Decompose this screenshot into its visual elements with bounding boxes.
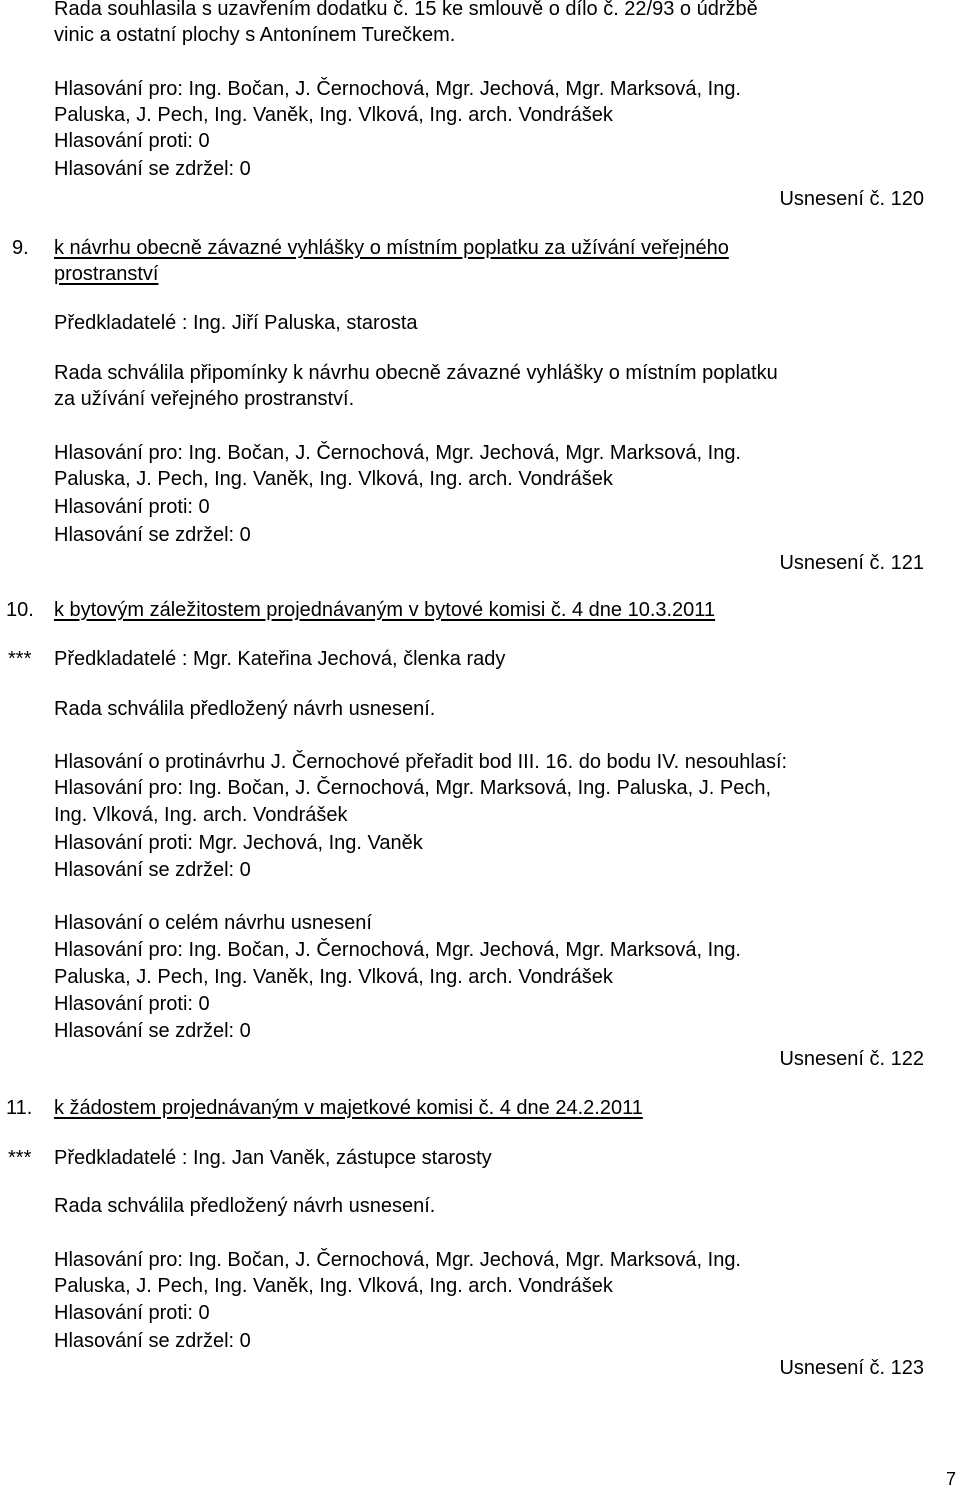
item-title-line-2: prostranství	[54, 263, 159, 285]
item-number: 9.	[12, 237, 29, 259]
counter-vote-proti: Hlasování proti: Mgr. Jechová, Ing. Vaněk	[54, 832, 423, 854]
vote-zdrzel: Hlasování se zdržel: 0	[54, 1020, 251, 1042]
vote-pro-line-2: Paluska, J. Pech, Ing. Vaněk, Ing. Vlková, Ing. arch. Vondrášek	[54, 468, 613, 490]
intro-line-2: vinic a ostatní plochy s Antonínem Turečkem.	[54, 24, 456, 46]
vote-proti: Hlasování proti: 0	[54, 496, 210, 518]
item-presenter: Předkladatelé : Ing. Jiří Paluska, starosta	[54, 312, 418, 334]
item-stars: ***	[8, 648, 32, 670]
item-number: 10.	[6, 599, 34, 621]
counter-vote-pro-line-1: Hlasování pro: Ing. Bočan, J. Černochová, Mgr. Marksová, Ing. Paluska, J. Pech,	[54, 777, 772, 799]
counter-vote-pro-line-2: Ing. Vlková, Ing. arch. Vondrášek	[54, 804, 348, 826]
resolution-number: Usnesení č. 123	[779, 1357, 924, 1379]
vote-proti: Hlasování proti: 0	[54, 1302, 210, 1324]
vote-zdrzel: Hlasování se zdržel: 0	[54, 1330, 251, 1352]
vote-proti: Hlasování proti: 0	[54, 993, 210, 1015]
vote-zdrzel: Hlasování se zdržel: 0	[54, 158, 251, 180]
vote-pro-line-2: Paluska, J. Pech, Ing. Vaněk, Ing. Vlková, Ing. arch. Vondrášek	[54, 966, 613, 988]
vote-pro-line-1: Hlasování pro: Ing. Bočan, J. Černochová, Mgr. Jechová, Mgr. Marksová, Ing.	[54, 939, 741, 961]
item-number: 11.	[6, 1097, 33, 1119]
item-title: k žádostem projednávaným v majetkové komisi č. 4 dne 24.2.2011	[54, 1097, 643, 1119]
page-number: 7	[945, 1469, 956, 1489]
intro-line-1: Rada souhlasila s uzavřením dodatku č. 15 ke smlouvě o dílo č. 22/93 o údržbě	[54, 0, 758, 20]
vote-pro-line-1: Hlasování pro: Ing. Bočan, J. Černochová, Mgr. Jechová, Mgr. Marksová, Ing.	[54, 1249, 741, 1271]
counter-vote-zdrzel: Hlasování se zdržel: 0	[54, 859, 251, 881]
item-presenter: Předkladatelé : Ing. Jan Vaněk, zástupce starosty	[54, 1147, 492, 1169]
item-text-line-1: Rada schválila připomínky k návrhu obecně závazné vyhlášky o místním poplatku	[54, 362, 778, 384]
item-title: k bytovým záležitostem projednávaným v bytové komisi č. 4 dne 10.3.2011	[54, 599, 716, 621]
whole-vote-title: Hlasování o celém návrhu usnesení	[54, 912, 372, 934]
vote-pro-line-1: Hlasování pro: Ing. Bočan, J. Černochová, Mgr. Jechová, Mgr. Marksová, Ing.	[54, 442, 741, 464]
resolution-number: Usnesení č. 120	[779, 188, 924, 210]
vote-pro-line-1: Hlasování pro: Ing. Bočan, J. Černochová, Mgr. Jechová, Mgr. Marksová, Ing.	[54, 78, 741, 100]
resolution-number: Usnesení č. 122	[779, 1048, 924, 1070]
item-text-line-2: za užívání veřejného prostranství.	[54, 388, 355, 410]
item-stars: ***	[8, 1147, 32, 1169]
vote-pro-line-2: Paluska, J. Pech, Ing. Vaněk, Ing. Vlková, Ing. arch. Vondrášek	[54, 104, 613, 126]
vote-proti: Hlasování proti: 0	[54, 130, 210, 152]
counter-proposal-title: Hlasování o protinávrhu J. Černochové přeřadit bod III. 16. do bodu IV. nesouhlasí:	[54, 751, 788, 773]
item-text: Rada schválila předložený návrh usnesení.	[54, 698, 436, 720]
vote-zdrzel: Hlasování se zdržel: 0	[54, 524, 251, 546]
item-text: Rada schválila předložený návrh usnesení.	[54, 1195, 436, 1217]
item-title-line-1: k návrhu obecně závazné vyhlášky o místním poplatku za užívání veřejného	[54, 237, 729, 259]
resolution-number: Usnesení č. 121	[779, 552, 924, 574]
vote-pro-line-2: Paluska, J. Pech, Ing. Vaněk, Ing. Vlková, Ing. arch. Vondrášek	[54, 1275, 613, 1297]
item-presenter: Předkladatelé : Mgr. Kateřina Jechová, členka rady	[54, 648, 506, 670]
